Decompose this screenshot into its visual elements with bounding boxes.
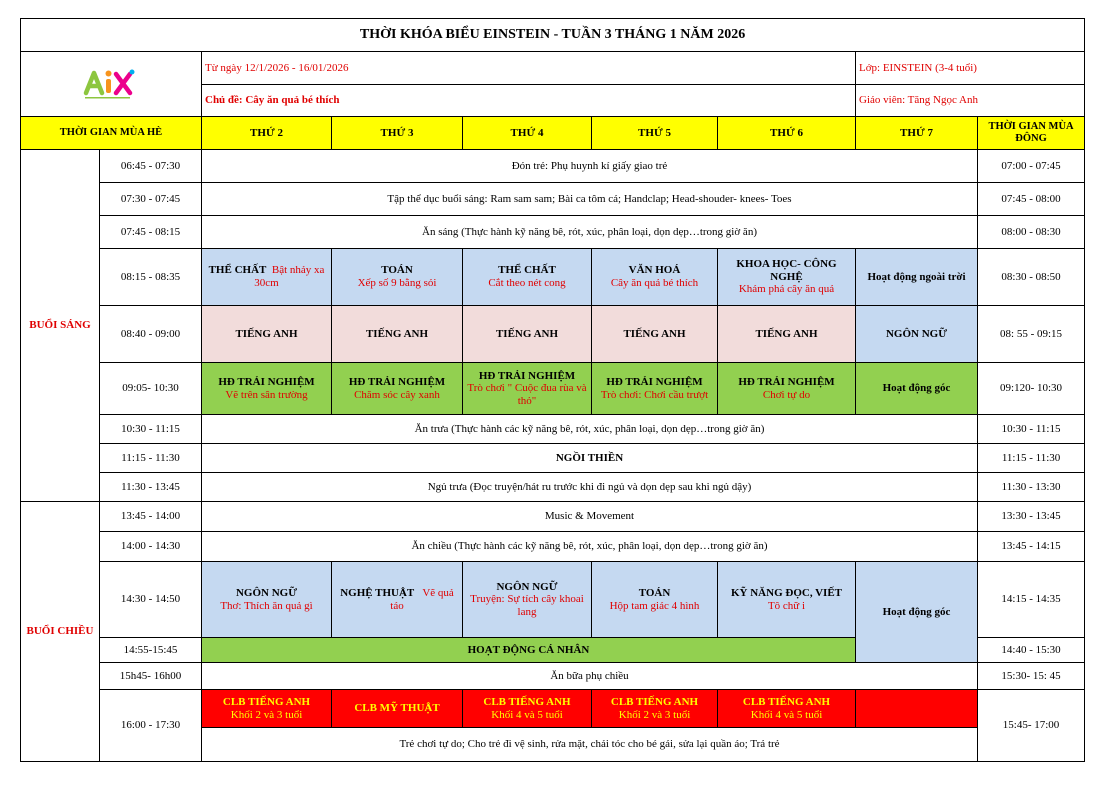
class-name: Lớp: EINSTEIN (3-4 tuổi) (856, 52, 1085, 85)
lesson-subtitle: Cắt theo nét cong (488, 277, 566, 289)
club-title: CLB TIẾNG ANH (483, 695, 571, 708)
winter-time: 08:00 - 08:30 (978, 216, 1085, 249)
winter-time: 09:120- 10:30 (978, 363, 1085, 415)
lesson-subtitle: Chơi tự do (762, 388, 811, 401)
lesson-title: HĐ TRẢI NGHIỆM (348, 375, 446, 388)
session-morning: BUỔI SÁNG (21, 150, 100, 502)
lesson-subtitle: Truyện: Sự tích cây khoai lang (470, 593, 584, 618)
lesson-wed (463, 249, 592, 306)
lesson-thu (592, 562, 718, 638)
club-sat (856, 690, 978, 728)
header-day-tue: THỨ 3 (332, 117, 463, 150)
activity: Trẻ chơi tự do; Cho trẻ đi vệ sinh, rửa mặt, chải tóc cho bé gái, sửa lại quần áo; Trả trẻ (202, 728, 978, 762)
club-title: CLB MỸ THUẬT (354, 702, 440, 715)
lesson-tue (332, 249, 463, 306)
lesson-subtitle: Khám phá cây ăn quả (738, 283, 835, 296)
activity: Ngủ trưa (Đọc truyện/hát ru trước khi đi ngủ và dọn dẹp sau khi ngủ dậy) (202, 473, 978, 502)
lesson-tue (332, 363, 463, 415)
activity: NGỒI THIỀN (202, 444, 978, 473)
club-mon (202, 690, 332, 728)
lesson-subtitle: Xếp số 9 bằng sỏi (357, 277, 437, 289)
lesson-thu (592, 249, 718, 306)
club-title: CLB TIẾNG ANH (610, 695, 699, 708)
lesson-subtitle: Trò chơi " Cuộc đua rùa và thỏ" (467, 382, 587, 407)
lesson-sat: Hoạt động ngoài trời (856, 249, 978, 306)
lesson-tue (332, 562, 463, 638)
club-subtitle: Khối 4 và 5 tuổi (750, 708, 823, 721)
summer-time: 08:15 - 08:35 (100, 249, 202, 306)
lesson-title: NGHỆ THUẬT (340, 586, 415, 599)
timetable (20, 18, 1085, 762)
lesson-subtitle: Vẽ quả táo (390, 586, 454, 612)
lesson-subtitle: Hộp tam giác 4 hình (609, 599, 700, 612)
lesson-mon (202, 363, 332, 415)
session-afternoon: BUỔI CHIỀU (21, 502, 100, 762)
winter-time: 13:45 - 14:15 (978, 532, 1085, 562)
winter-time: 10:30 - 11:15 (978, 415, 1085, 444)
lesson-thu (592, 363, 718, 415)
club-subtitle: Khối 4 và 5 tuổi (491, 708, 563, 721)
lesson-title: HĐ TRẢI NGHIỆM (606, 375, 703, 388)
lesson-tue: TIẾNG ANH (332, 306, 463, 363)
lesson-subtitle: Chăm sóc cây xanh (354, 388, 440, 401)
winter-time: 15:45- 17:00 (978, 690, 1085, 762)
lesson-subtitle: Cây ăn quả bé thích (610, 277, 699, 289)
header-day-thu: THỨ 5 (592, 117, 718, 150)
lesson-subtitle: Bật nhảy xa 30cm (254, 264, 325, 289)
summer-time: 13:45 - 14:00 (100, 502, 202, 532)
lesson-sat: NGÔN NGỮ (856, 306, 978, 363)
lesson-mon (202, 562, 332, 638)
lesson-fri (718, 249, 856, 306)
summer-time: 16:00 - 17:30 (100, 690, 202, 762)
timetable-sheet (20, 18, 1084, 762)
activity: HOẠT ĐỘNG CÁ NHÂN (202, 638, 856, 663)
theme: Chủ đề: Cây ăn quả bé thích (202, 85, 856, 117)
activity: Ăn chiều (Thực hành các kỹ năng bê, rót, xúc, phân loại, dọn dẹp…trong giờ ăn) (202, 532, 978, 562)
activity: Tập thể dục buổi sáng: Ram sam sam; Bài ca tôm cá; Handclap; Head-shouder- knees- Toes (202, 183, 978, 216)
aix-logo (82, 66, 140, 102)
lesson-sat: Hoạt động góc (856, 363, 978, 415)
winter-time: 11:30 - 13:30 (978, 473, 1085, 502)
summer-time: 11:15 - 11:30 (100, 444, 202, 473)
lesson-title: VĂN HOÁ (628, 264, 681, 277)
lesson-wed (463, 562, 592, 638)
lesson-subtitle: Tô chữ i (767, 599, 806, 612)
lesson-subtitle: Thơ: Thích ăn quả gì (220, 599, 313, 612)
winter-time: 07:45 - 08:00 (978, 183, 1085, 216)
lesson-fri (718, 363, 856, 415)
lesson-title: TOÁN (638, 586, 671, 599)
summer-time: 08:40 - 09:00 (100, 306, 202, 363)
activity: Ăn sáng (Thực hành kỹ năng bê, rót, xúc, phân loại, dọn dẹp…trong giờ ăn) (202, 216, 978, 249)
summer-time: 07:30 - 07:45 (100, 183, 202, 216)
winter-time: 11:15 - 11:30 (978, 444, 1085, 473)
activity: Ăn trưa (Thực hành các kỹ năng bê, rót, xúc, phân loại, dọn dẹp…trong giờ ăn) (202, 415, 978, 444)
date-range: Từ ngày 12/1/2026 - 16/01/2026 (202, 52, 856, 85)
lesson-subtitle: Vẽ trên sân trường (225, 388, 308, 401)
winter-time: 14:40 - 15:30 (978, 638, 1085, 663)
lesson-title: THỂ CHẤT (208, 264, 267, 277)
lesson-mon: TIẾNG ANH (202, 306, 332, 363)
winter-time: 13:30 - 13:45 (978, 502, 1085, 532)
logo-cell (21, 52, 202, 117)
summer-time: 06:45 - 07:30 (100, 150, 202, 183)
lesson-title: HĐ TRẢI NGHIỆM (218, 375, 315, 388)
winter-time: 08: 55 - 09:15 (978, 306, 1085, 363)
page-title: THỜI KHÓA BIỂU EINSTEIN - TUẦN 3 THÁNG 1 NĂM 2026 (21, 19, 1085, 52)
summer-time: 15h45- 16h00 (100, 663, 202, 690)
lesson-fri (718, 562, 856, 638)
header-day-sat: THỨ 7 (856, 117, 978, 150)
winter-time: 14:15 - 14:35 (978, 562, 1085, 638)
lesson-title: KỸ NĂNG ĐỌC, VIẾT (730, 586, 843, 599)
lesson-subtitle: Trò chơi: Chơi cầu trượt (600, 388, 709, 401)
lesson-title: NGÔN NGỮ (496, 580, 558, 593)
club-subtitle: Khối 2 và 3 tuổi (230, 708, 303, 721)
lesson-wed: TIẾNG ANH (463, 306, 592, 363)
club-wed (463, 690, 592, 728)
lesson-title: THỂ CHẤT (498, 264, 556, 277)
lesson-title: NGÔN NGỮ (235, 586, 297, 599)
club-title: CLB TIẾNG ANH (222, 695, 311, 708)
summer-time: 10:30 - 11:15 (100, 415, 202, 444)
lesson-fri: TIẾNG ANH (718, 306, 856, 363)
teacher: Giáo viên: Tăng Ngọc Anh (856, 85, 1085, 117)
club-title: CLB TIẾNG ANH (742, 695, 831, 708)
summer-time: 07:45 - 08:15 (100, 216, 202, 249)
summer-time: 09:05- 10:30 (100, 363, 202, 415)
club-thu (592, 690, 718, 728)
lesson-title: TOÁN (381, 264, 413, 277)
header-summer-time: THỜI GIAN MÙA HÈ (21, 117, 202, 150)
activity: Đón trẻ: Phụ huynh kí giấy giao trẻ (202, 150, 978, 183)
header-day-fri: THỨ 6 (718, 117, 856, 150)
lesson-title: KHOA HỌC- CÔNG NGHỆ (736, 258, 837, 283)
summer-time: 14:55-15:45 (100, 638, 202, 663)
summer-time: 14:00 - 14:30 (100, 532, 202, 562)
header-winter-time: THỜI GIAN MÙA ĐÔNG (978, 117, 1085, 150)
club-fri (718, 690, 856, 728)
winter-time: 08:30 - 08:50 (978, 249, 1085, 306)
lesson-wed (463, 363, 592, 415)
header-day-mon: THỨ 2 (202, 117, 332, 150)
summer-time: 14:30 - 14:50 (100, 562, 202, 638)
activity: Music & Movement (202, 502, 978, 532)
winter-time: 15:30- 15: 45 (978, 663, 1085, 690)
lesson-sat: Hoạt động góc (856, 562, 978, 663)
lesson-thu: TIẾNG ANH (592, 306, 718, 363)
winter-time: 07:00 - 07:45 (978, 150, 1085, 183)
lesson-title: HĐ TRẢI NGHIỆM (478, 369, 576, 382)
lesson-title: HĐ TRẢI NGHIỆM (738, 375, 835, 388)
summer-time: 11:30 - 13:45 (100, 473, 202, 502)
activity: Ăn bữa phụ chiều (202, 663, 978, 690)
club-subtitle: Khối 2 và 3 tuổi (618, 708, 691, 721)
lesson-mon (202, 249, 332, 306)
header-day-wed: THỨ 4 (463, 117, 592, 150)
club-tue (332, 690, 463, 728)
